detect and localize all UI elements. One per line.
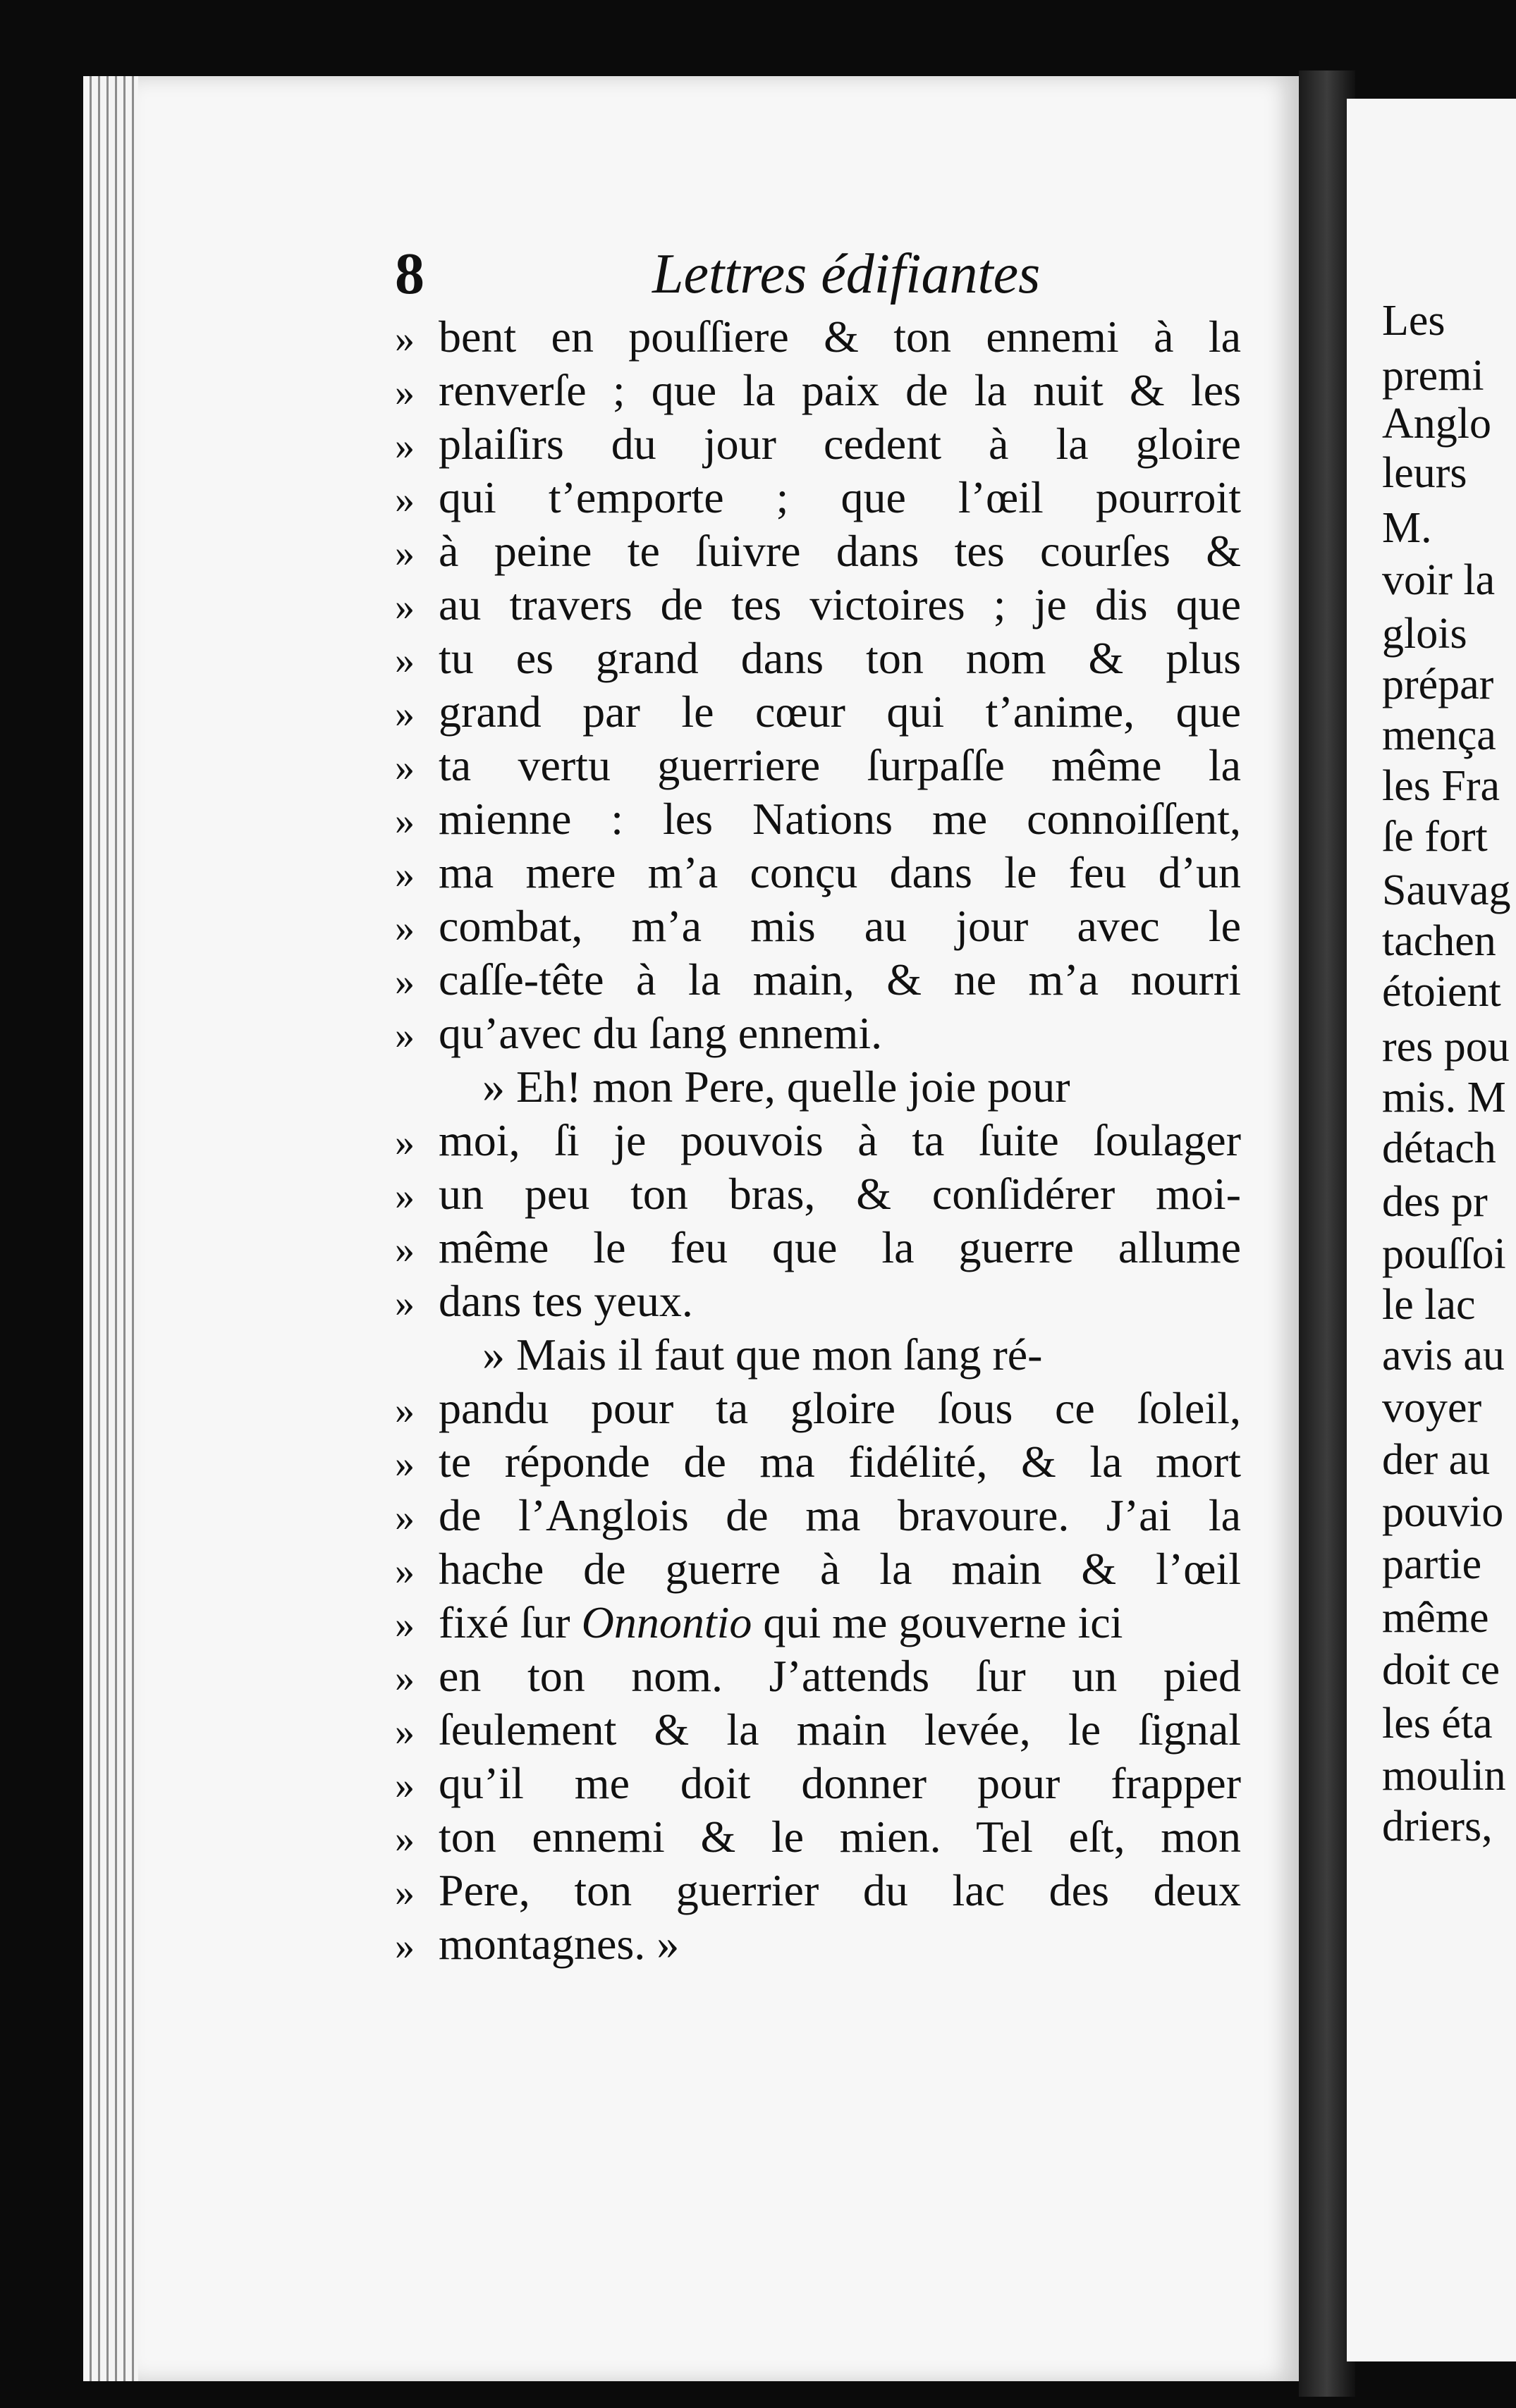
line-text: grand par le cœur qui t’anime, que (439, 687, 1241, 737)
text-block (395, 310, 1241, 1971)
line-text: renverſe ; que la paix de la nuit & les (439, 365, 1241, 415)
line-text: montagnes. » (439, 1919, 680, 1969)
text-line (395, 1757, 1241, 1810)
line-text: à peine te ſuivre dans tes courſes & (439, 526, 1241, 576)
text-line (395, 1810, 1241, 1864)
right-page-line: doit ce (1382, 1646, 1500, 1694)
quote-mark: » (395, 799, 415, 843)
quote-mark: » (395, 853, 415, 897)
text-line (395, 1435, 1241, 1489)
quote-mark: » (395, 907, 415, 950)
line-text: un peu ton bras, & conſidérer moi- (439, 1169, 1241, 1219)
quote-mark: » (395, 317, 415, 361)
line-text: qu’il me doit donner pour frapper (439, 1758, 1241, 1808)
text-line (395, 1328, 1241, 1382)
line-text: pandu pour ta gloire ſous ce ſoleil, (439, 1383, 1241, 1433)
line-text: » Mais il faut que mon ſang ré- (482, 1329, 1043, 1380)
text-line (395, 1060, 1241, 1114)
line-text: dans tes yeux. (439, 1276, 693, 1326)
right-page-line: même (1382, 1594, 1489, 1642)
text-line (395, 739, 1241, 792)
line-text: qu’avec du ſang ennemi. (439, 1008, 883, 1058)
quote-mark: » (395, 1496, 415, 1540)
line-text (439, 1596, 1241, 1650)
text-line (395, 578, 1241, 632)
line-text: ton ennemi & le mien. Tel eſt, mon (439, 1812, 1241, 1862)
line-text: » Eh! mon Pere, quelle joie pour (482, 1062, 1070, 1112)
quote-mark: » (395, 1549, 415, 1593)
quote-mark: » (395, 1014, 415, 1057)
text-line (395, 1114, 1241, 1167)
quote-mark: » (395, 1710, 415, 1754)
right-page-line: pouvio (1382, 1488, 1504, 1536)
text-line (395, 1167, 1241, 1221)
line-text: moi, ſi je pouvois à ta ſuite ſoulager (439, 1115, 1241, 1165)
right-page (1347, 99, 1516, 2361)
text-line (395, 1382, 1241, 1435)
quote-mark: » (395, 1228, 415, 1272)
text-line (395, 1596, 1241, 1650)
text-line (395, 899, 1241, 953)
quote-mark: » (395, 478, 415, 522)
quote-mark: » (395, 1817, 415, 1861)
line-text: de l’Anglois de ma bravoure. J’ai la (439, 1490, 1241, 1540)
page-number: 8 (395, 241, 424, 307)
text-line (395, 471, 1241, 524)
text-line (395, 846, 1241, 899)
quote-mark: » (395, 746, 415, 790)
line-text: au travers de tes victoires ; je dis que (439, 579, 1241, 629)
right-page-line: avis au (1382, 1332, 1505, 1380)
right-page-line: Anglo (1382, 400, 1491, 448)
text-line (395, 632, 1241, 685)
text-line (395, 524, 1241, 578)
quote-mark: » (395, 1389, 415, 1432)
text-line (395, 953, 1241, 1007)
right-page-line: Sauvag (1382, 866, 1511, 914)
quote-mark: » (395, 585, 415, 629)
right-page-line: premi (1382, 352, 1484, 400)
line-text: caſſe-tête à la main, & ne m’a nourri (439, 954, 1241, 1005)
text-line (395, 1650, 1241, 1703)
running-title: Lettres édifiantes (652, 243, 1041, 305)
page-edges (83, 76, 147, 2381)
right-page-line: mença (1382, 711, 1496, 759)
quote-mark: » (395, 1174, 415, 1218)
right-page-line: tachen (1382, 917, 1496, 965)
quote-mark: » (395, 1282, 415, 1325)
right-page-line: voir la (1382, 556, 1496, 604)
text-line (395, 1007, 1241, 1060)
text-line (395, 1274, 1241, 1328)
right-page-line: mis. M (1382, 1074, 1506, 1122)
quote-mark: » (395, 1442, 415, 1486)
line-text: hache de guerre à la main & l’œil (439, 1544, 1241, 1594)
line-text: en ton nom. J’attends ſur un pied (439, 1651, 1241, 1701)
right-page-line: étoient (1382, 968, 1501, 1016)
right-page-line: driers, (1382, 1802, 1493, 1850)
right-page-line: partie (1382, 1540, 1482, 1588)
text-line (395, 1489, 1241, 1542)
text-line (395, 417, 1241, 471)
quote-mark: » (395, 1121, 415, 1165)
right-page-line: pouſſoi (1382, 1230, 1506, 1278)
right-page-line: res pou (1382, 1023, 1510, 1071)
right-page-line: leurs (1382, 449, 1467, 497)
line-text: mienne : les Nations me connoiſſent, (439, 794, 1241, 844)
text-line (395, 1542, 1241, 1596)
line-text: combat, m’a mis au jour avec le (439, 901, 1241, 951)
italic-name: Onnontio (581, 1597, 752, 1647)
quote-mark: » (395, 1764, 415, 1807)
text-line (395, 310, 1241, 364)
right-page-line: moulin (1382, 1752, 1506, 1800)
text-line (395, 1221, 1241, 1274)
quote-mark: » (395, 532, 415, 575)
line-text: ſeulement & la main levée, le ſignal (439, 1704, 1241, 1755)
text-line (395, 364, 1241, 417)
right-page-line: détach (1382, 1124, 1496, 1172)
quote-mark: » (395, 639, 415, 682)
line-text: ma mere m’a conçu dans le feu d’un (439, 847, 1241, 897)
text-line (395, 1703, 1241, 1757)
line-text: ta vertu guerriere ſurpaſſe même la (439, 740, 1241, 790)
right-page-line: Les (1382, 297, 1445, 345)
line-text: Pere, ton guerrier du lac des deux (439, 1865, 1241, 1915)
right-page-line: des pr (1382, 1178, 1488, 1226)
line-text: plaiſirs du jour cedent à la gloire (439, 419, 1241, 469)
right-page-line: M. (1382, 504, 1432, 552)
line-text: bent en pouſſiere & ton ennemi à la (439, 312, 1241, 362)
line-text: tu es grand dans ton nom & plus (439, 633, 1241, 683)
right-page-line: le lac (1382, 1281, 1476, 1329)
quote-mark: » (395, 1657, 415, 1700)
right-page-line: les éta (1382, 1700, 1493, 1747)
right-page-line: der au (1382, 1436, 1491, 1484)
right-page-line: prépar (1382, 661, 1494, 708)
quote-mark: » (395, 960, 415, 1004)
line-text: qui t’emporte ; que l’œil pourroit (439, 472, 1241, 522)
text-line (395, 1864, 1241, 1917)
line-text: même le feu que la guerre allume (439, 1222, 1241, 1272)
line-text-pre: fixé ſur (439, 1597, 582, 1647)
line-text: te réponde de ma fidélité, & la mort (439, 1437, 1241, 1487)
quote-mark: » (395, 1871, 415, 1915)
text-line (395, 1917, 1241, 1971)
right-page-line: glois (1382, 610, 1467, 658)
text-line (395, 792, 1241, 846)
line-text-post: qui me gouverne ici (752, 1597, 1123, 1647)
quote-mark: » (395, 1924, 415, 1968)
right-page-line: ſe fort (1382, 813, 1488, 861)
text-line (395, 685, 1241, 739)
right-page-line: voyer (1382, 1384, 1482, 1432)
right-page-line: les Fra (1382, 762, 1500, 810)
quote-mark: » (395, 371, 415, 414)
quote-mark: » (395, 692, 415, 736)
quote-mark: » (395, 1603, 415, 1647)
quote-mark: » (395, 424, 415, 468)
